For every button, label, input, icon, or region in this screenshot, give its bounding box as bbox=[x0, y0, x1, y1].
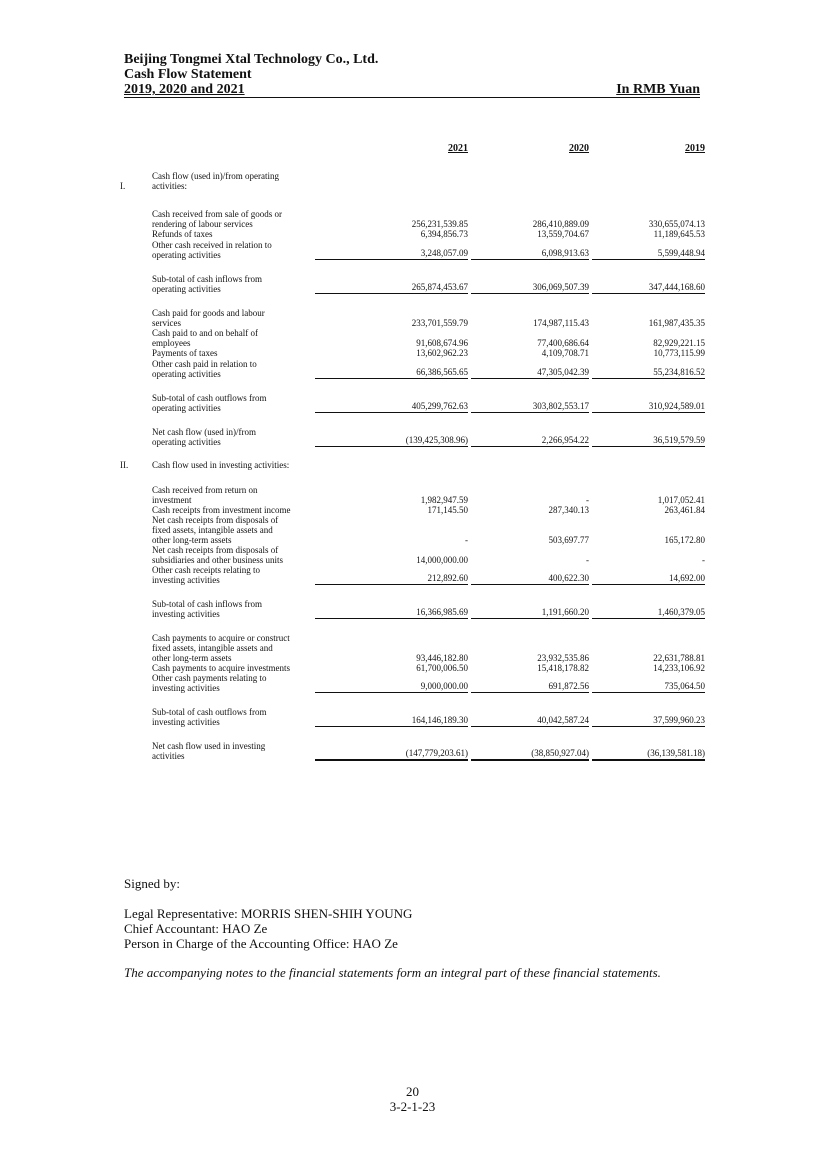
row-label-line: Cash payments to acquire investments bbox=[152, 663, 290, 673]
row-value: 347,444,168.60 bbox=[592, 282, 705, 294]
row-label-line: operating activities bbox=[152, 284, 221, 294]
row-label bbox=[152, 673, 312, 693]
statement-row bbox=[120, 393, 704, 413]
row-value: 13,559,704.67 bbox=[537, 229, 589, 239]
statement-row bbox=[120, 229, 704, 239]
statement-row bbox=[120, 427, 704, 447]
row-value: 310,924,589.01 bbox=[592, 401, 705, 413]
row-label-line: fixed assets, intangible assets and bbox=[152, 525, 273, 535]
row-value: 10,773,115.99 bbox=[653, 348, 705, 358]
statement-row bbox=[120, 209, 704, 229]
row-label-line: services bbox=[152, 318, 181, 328]
chief-accountant: Chief Accountant: HAO Ze bbox=[124, 921, 268, 936]
row-label bbox=[152, 599, 312, 619]
row-value: 14,692.00 bbox=[592, 573, 705, 585]
signature-block bbox=[124, 876, 724, 980]
row-value: 1,460,379.05 bbox=[592, 607, 705, 619]
row-value: 174,987,115.43 bbox=[533, 318, 589, 328]
row-value: 330,655,074.13 bbox=[648, 219, 705, 229]
row-label bbox=[152, 633, 312, 663]
statement-row bbox=[120, 485, 704, 505]
row-value: 61,700,006.50 bbox=[416, 663, 468, 673]
row-label bbox=[152, 359, 312, 379]
row-value: 165,172.80 bbox=[664, 535, 705, 545]
row-value: 40,042,587.24 bbox=[471, 715, 589, 727]
statement-row bbox=[120, 328, 704, 348]
row-label-line: operating activities bbox=[152, 403, 221, 413]
year-column-header: 2020 bbox=[569, 143, 589, 154]
row-value: 405,299,762.63 bbox=[315, 401, 468, 413]
row-label bbox=[152, 308, 312, 328]
statement-row bbox=[120, 348, 704, 358]
row-value: 3,248,057.09 bbox=[315, 248, 468, 260]
row-value: (38,850,927.04) bbox=[471, 748, 589, 761]
row-value: 1,982,947.59 bbox=[420, 495, 468, 505]
row-label bbox=[152, 240, 312, 260]
section-heading bbox=[120, 460, 704, 470]
row-label-line: Net cash flow (used in)/from bbox=[152, 427, 256, 437]
row-label-line: Other cash payments relating to bbox=[152, 673, 267, 683]
row-value: 256,231,539.85 bbox=[411, 219, 468, 229]
row-value: 303,802,553.17 bbox=[471, 401, 589, 413]
statement-row bbox=[120, 505, 704, 515]
row-label-line: rendering of labour services bbox=[152, 219, 253, 229]
row-value: 265,874,453.67 bbox=[315, 282, 468, 294]
signed-by: Signed by: bbox=[124, 876, 180, 891]
row-label-line: activities: bbox=[152, 181, 187, 191]
row-label-line: employees bbox=[152, 338, 191, 348]
accounting-office-head: Person in Charge of the Accounting Office: HAO Ze bbox=[124, 936, 398, 951]
row-label-line: Cash receipts from investment income bbox=[152, 505, 291, 515]
row-label-line: Payments of taxes bbox=[152, 348, 218, 358]
page-number: 20 bbox=[406, 1084, 419, 1099]
row-value: 16,366,985.69 bbox=[315, 607, 468, 619]
row-label-line: Refunds of taxes bbox=[152, 229, 213, 239]
row-label bbox=[152, 485, 312, 505]
row-label bbox=[152, 741, 312, 761]
row-value: 77,400,686.64 bbox=[537, 338, 589, 348]
row-label-line: Sub-total of cash inflows from bbox=[152, 599, 262, 609]
statement-row bbox=[120, 663, 704, 673]
row-value: 400,622.30 bbox=[471, 573, 589, 585]
row-value: 82,929,221.15 bbox=[653, 338, 705, 348]
row-label-line: Sub-total of cash inflows from bbox=[152, 274, 262, 284]
row-value: 14,233,106.92 bbox=[653, 663, 705, 673]
row-label-line: Other cash receipts relating to bbox=[152, 565, 260, 575]
statement-row bbox=[120, 673, 704, 693]
row-label bbox=[152, 393, 312, 413]
row-label-line: Net cash flow used in investing bbox=[152, 741, 266, 751]
row-value: 13,602,962.23 bbox=[416, 348, 468, 358]
row-label bbox=[152, 460, 412, 470]
statement-row bbox=[120, 359, 704, 379]
row-value: - bbox=[586, 495, 589, 505]
cash-flow-table bbox=[120, 144, 704, 761]
row-value: 93,446,182.80 bbox=[416, 653, 468, 663]
statement-title: Cash Flow Statement bbox=[124, 67, 252, 82]
legal-representative: Legal Representative: MORRIS SHEN-SHIH YOUNG bbox=[124, 906, 413, 921]
page-reference: 3-2-1-23 bbox=[389, 1099, 436, 1114]
row-value: 14,000,000.00 bbox=[416, 555, 468, 565]
row-label bbox=[152, 707, 312, 727]
year-column-header: 2019 bbox=[685, 143, 705, 154]
row-value: 2,266,954.22 bbox=[471, 435, 589, 447]
row-label bbox=[152, 274, 312, 294]
row-label-line: Sub-total of cash outflows from bbox=[152, 393, 267, 403]
row-label-line: operating activities bbox=[152, 437, 221, 447]
row-label bbox=[152, 663, 312, 673]
row-label-line: other long-term assets bbox=[152, 535, 232, 545]
row-label-line: Cash flow used in investing activities: bbox=[152, 460, 290, 470]
row-label-line: Net cash receipts from disposals of bbox=[152, 515, 279, 525]
currency-unit: In RMB Yuan bbox=[616, 82, 700, 97]
row-value: (139,425,308.96) bbox=[315, 435, 468, 447]
row-value: 503,697.77 bbox=[548, 535, 589, 545]
row-value: 1,017,052.41 bbox=[657, 495, 705, 505]
row-value: 22,631,788.81 bbox=[653, 653, 705, 663]
row-label-line: fixed assets, intangible assets and bbox=[152, 643, 273, 653]
row-value: 91,608,674.96 bbox=[416, 338, 468, 348]
statement-row bbox=[120, 515, 704, 545]
statement-row bbox=[120, 240, 704, 260]
row-label-line: operating activities bbox=[152, 369, 221, 379]
row-label-line: Cash paid to and on behalf of bbox=[152, 328, 258, 338]
row-value: 171,145.50 bbox=[427, 505, 468, 515]
row-value: 66,386,565.65 bbox=[315, 367, 468, 379]
row-value: 55,234,816.52 bbox=[592, 367, 705, 379]
row-label-line: Sub-total of cash outflows from bbox=[152, 707, 267, 717]
row-value: - bbox=[465, 535, 468, 545]
row-label bbox=[152, 505, 312, 515]
row-value: - bbox=[702, 555, 705, 565]
row-value: 286,410,889.09 bbox=[532, 219, 589, 229]
section-heading bbox=[120, 171, 704, 191]
row-value: 691,872.56 bbox=[471, 681, 589, 693]
year-column-header: 2021 bbox=[448, 143, 468, 154]
row-value: 233,701,559.79 bbox=[411, 318, 468, 328]
statement-row bbox=[120, 599, 704, 619]
row-value: 164,146,189.30 bbox=[315, 715, 468, 727]
row-label bbox=[152, 515, 312, 545]
row-value: 263,461.84 bbox=[664, 505, 705, 515]
row-value: 287,340.13 bbox=[548, 505, 589, 515]
row-value: 4,109,708.71 bbox=[541, 348, 589, 358]
statement-row bbox=[120, 274, 704, 294]
row-label-line: Cash payments to acquire or construct bbox=[152, 633, 290, 643]
section-number: I. bbox=[120, 181, 126, 191]
statement-row bbox=[120, 545, 704, 565]
row-label-line: investing activities bbox=[152, 609, 220, 619]
row-label-line: Cash received from sale of goods or bbox=[152, 209, 282, 219]
row-label-line: Other cash received in relation to bbox=[152, 240, 272, 250]
row-label bbox=[152, 545, 312, 565]
row-value: 36,519,579.59 bbox=[592, 435, 705, 447]
statement-row bbox=[120, 308, 704, 328]
row-label bbox=[152, 209, 312, 229]
row-label-line: operating activities bbox=[152, 250, 221, 260]
statement-row bbox=[120, 707, 704, 727]
row-label-line: Other cash paid in relation to bbox=[152, 359, 257, 369]
row-value: 161,987,435.35 bbox=[648, 318, 705, 328]
row-label bbox=[152, 565, 312, 585]
row-value: 37,599,960.23 bbox=[592, 715, 705, 727]
row-value: 735,064.50 bbox=[592, 681, 705, 693]
row-value: 1,191,660.20 bbox=[471, 607, 589, 619]
row-value: 23,932,535.86 bbox=[537, 653, 589, 663]
row-value: 212,892.60 bbox=[315, 573, 468, 585]
section-number: II. bbox=[120, 460, 129, 470]
row-label-line: subsidiaries and other business units bbox=[152, 555, 283, 565]
row-label-line: investment bbox=[152, 495, 192, 505]
row-label-line: other long-term assets bbox=[152, 653, 232, 663]
row-label-line: investing activities bbox=[152, 575, 220, 585]
statement-row bbox=[120, 565, 704, 585]
row-value: - bbox=[586, 555, 589, 565]
row-value: 11,189,645.53 bbox=[653, 229, 705, 239]
row-label-line: investing activities bbox=[152, 683, 220, 693]
statement-header bbox=[124, 52, 700, 98]
row-value: 6,394,856.73 bbox=[420, 229, 468, 239]
row-label-line: investing activities bbox=[152, 717, 220, 727]
row-label-line: Cash flow (used in)/from operating bbox=[152, 171, 279, 181]
row-label bbox=[152, 229, 312, 239]
row-value: 306,069,507.39 bbox=[471, 282, 589, 294]
statement-row bbox=[120, 741, 704, 761]
financial-statements-note: The accompanying notes to the financial statements form an integral part of these financial statements. bbox=[124, 965, 661, 980]
row-value: 15,418,178.82 bbox=[537, 663, 589, 673]
row-label-line: activities bbox=[152, 751, 185, 761]
row-label-line: Cash paid for goods and labour bbox=[152, 308, 265, 318]
row-value: 47,305,042.39 bbox=[471, 367, 589, 379]
company-name: Beijing Tongmei Xtal Technology Co., Ltd. bbox=[124, 52, 379, 67]
row-value: 5,599,448.94 bbox=[592, 248, 705, 260]
row-value: 9,000,000.00 bbox=[315, 681, 468, 693]
row-label-line: Cash received from return on bbox=[152, 485, 258, 495]
year-header-row bbox=[120, 144, 704, 154]
row-value: (147,779,203.61) bbox=[315, 748, 468, 761]
header-period-row bbox=[124, 82, 700, 98]
statement-period: 2019, 2020 and 2021 bbox=[124, 82, 245, 97]
row-label bbox=[152, 427, 312, 447]
row-value: 6,098,913.63 bbox=[471, 248, 589, 260]
row-value: (36,139,581.18) bbox=[592, 748, 705, 761]
row-label bbox=[152, 348, 312, 358]
statement-row bbox=[120, 633, 704, 663]
row-label-line: Net cash receipts from disposals of bbox=[152, 545, 279, 555]
row-label bbox=[152, 171, 312, 191]
row-label bbox=[152, 328, 312, 348]
